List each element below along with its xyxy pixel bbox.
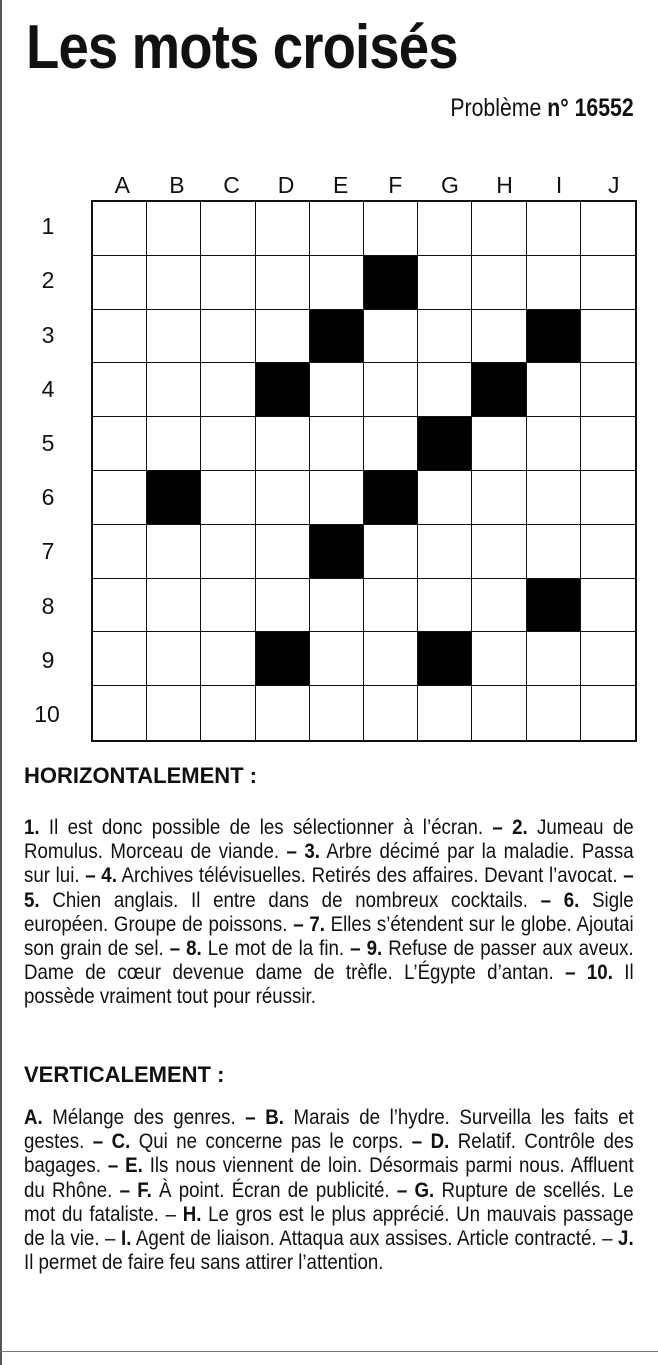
grid-cell-e6[interactable] [310, 471, 364, 525]
grid-cell-b7[interactable] [147, 525, 201, 579]
grid-cell-d1[interactable] [256, 202, 310, 256]
clue-number: I. [120, 1227, 132, 1251]
grid-cell-b9[interactable] [147, 632, 201, 686]
clue-text: Le mot de la fin. [201, 937, 345, 961]
clue-text: Agent de liaison. Attaqua aux assises. Article contracté. [131, 1227, 597, 1251]
clue-number: A. [24, 1106, 43, 1129]
clue-h-2: – 3. Arbre décimé par la maladie. Passa sur lui. [24, 840, 634, 888]
grid-cell-c8[interactable] [201, 579, 255, 633]
grid-cell-c5[interactable] [201, 417, 255, 471]
row-label-6: 6 [41, 484, 55, 511]
grid-cell-i2[interactable] [527, 256, 581, 310]
grid-cell-g10[interactable] [418, 686, 472, 740]
row-label-5: 5 [41, 429, 55, 456]
grid-cell-a8[interactable] [93, 579, 147, 633]
vertical-clues [24, 1106, 634, 1275]
problem-prefix: Problème [450, 94, 542, 122]
clue-h-9: – 10. Il possède vraiment tout pour réussir. [24, 961, 634, 1009]
grid-cell-f7[interactable] [364, 525, 418, 579]
grid-cell-b5[interactable] [147, 417, 201, 471]
clue-v-2: – C. Qui ne concerne pas le corps. [92, 1130, 404, 1154]
grid-cell-a10[interactable] [93, 686, 147, 740]
row-label-9: 9 [41, 646, 55, 673]
clue-number: J. [618, 1227, 634, 1251]
clue-v-6: – G. Rupture de scellés. Le mot du fataliste. [24, 1178, 634, 1226]
clue-number: 2. [512, 816, 528, 839]
grid-cell-j4[interactable] [581, 363, 635, 417]
clue-h-7: – 8. Le mot de la fin. [169, 937, 345, 961]
clue-number: 3. [304, 840, 320, 864]
clue-text: Chien anglais. Il entre dans de nombreux cocktails. [39, 888, 528, 912]
clue-text: Jumeau de Romulus. Morceau de viande. [24, 816, 634, 864]
grid-cell-g1[interactable] [418, 202, 472, 256]
column-label-c: C [223, 172, 240, 198]
grid-cell-j2[interactable] [581, 256, 635, 310]
grid-cell-g7[interactable] [418, 525, 472, 579]
grid-cell-i6[interactable] [527, 471, 581, 525]
grid-cell-i4[interactable] [527, 363, 581, 417]
clue-text: Rupture de scellés. Le mot du fataliste. [24, 1178, 634, 1226]
column-label-d: D [277, 172, 295, 198]
grid-cell-a1[interactable] [93, 202, 147, 256]
grid-cell-g3[interactable] [418, 310, 472, 364]
clue-v-9: – J. Il permet de faire feu sans attirer l’attention. [24, 1227, 634, 1275]
clue-text: Refuse de passer aux aveux. Dame de cœur devenue dame de trèfle. L’Égypte d’antan. [24, 937, 634, 985]
clue-text: Il permet de faire feu sans attirer l’attention. [24, 1251, 384, 1275]
clue-number: 7. [309, 912, 325, 936]
grid-cell-h10[interactable] [472, 686, 526, 740]
clue-number: G. [414, 1178, 435, 1202]
clue-v-0 [24, 1106, 236, 1129]
clue-h-1: – 2. Jumeau de Romulus. Morceau de viande. [24, 816, 634, 864]
clue-text: Archives télévisuelles. Retirés des affaires. Devant l’avocat. [116, 864, 618, 888]
black-cell-d9 [256, 632, 310, 686]
grid-cell-e10[interactable] [310, 686, 364, 740]
clue-text: Sigle européen. Groupe de poissons. [24, 888, 634, 936]
grid-cell-b10[interactable] [147, 686, 201, 740]
grid-cell-j9[interactable] [581, 632, 635, 686]
grid-cell-e8[interactable] [310, 579, 364, 633]
grid-cell-b4[interactable] [147, 363, 201, 417]
grid-cell-e1[interactable] [310, 202, 364, 256]
grid-cell-c9[interactable] [201, 632, 255, 686]
grid-cell-c7[interactable] [201, 525, 255, 579]
problem-number-label: n° 16552 [547, 94, 634, 122]
grid-cell-j5[interactable] [581, 417, 635, 471]
grid-cell-h6[interactable] [472, 471, 526, 525]
grid-cell-a6[interactable] [93, 471, 147, 525]
clue-h-6: – 7. Elles s’étendent sur le globe. Ajoutai son grain de sel. [24, 912, 634, 961]
grid-cell-d7[interactable] [256, 525, 310, 579]
grid-cell-h9[interactable] [472, 632, 526, 686]
clue-text: À point. Écran de publicité. [151, 1178, 390, 1202]
grid-cell-i9[interactable] [527, 632, 581, 686]
clue-text: Il est donc possible de les sélectionner à l’écran. [39, 816, 484, 839]
grid-cell-h2[interactable] [472, 256, 526, 310]
row-label-8: 8 [41, 592, 55, 619]
grid-cell-g2[interactable] [418, 256, 472, 310]
grid-cell-h3[interactable] [472, 310, 526, 364]
column-label-h: H [496, 172, 513, 198]
grid-cell-f10[interactable] [364, 686, 418, 740]
grid-cell-c10[interactable] [201, 686, 255, 740]
clue-h-8: – 9. Refuse de passer aux aveux. Dame de cœur devenue dame de trèfle. L’Égypte d’antan. [24, 937, 634, 985]
grid-cell-g8[interactable] [418, 579, 472, 633]
clue-text: Arbre décimé par la maladie. Passa sur lui. [24, 840, 634, 888]
clue-text: Marais de l’hydre. Surveilla les faits et gestes. [24, 1106, 634, 1154]
grid-cell-h5[interactable] [472, 417, 526, 471]
clue-number: 9. [366, 937, 383, 961]
grid-cell-f4[interactable] [364, 363, 418, 417]
clue-text: Le gros est le plus apprécié. Un mauvais passage de la vie. [24, 1202, 634, 1251]
crossword-grid [91, 200, 637, 742]
clue-number: 4. [101, 864, 117, 888]
black-cell-f6 [364, 471, 418, 525]
grid-cell-g4[interactable] [418, 363, 472, 417]
grid-cell-e9[interactable] [310, 632, 364, 686]
row-label-3: 3 [41, 321, 55, 348]
grid-cell-d8[interactable] [256, 579, 310, 633]
clue-number: 1. [24, 816, 40, 839]
grid-cell-c3[interactable] [201, 310, 255, 364]
grid-cell-a9[interactable] [93, 632, 147, 686]
grid-cell-j3[interactable] [581, 310, 635, 364]
page-border-bottom [0, 1351, 658, 1352]
column-label-g: G [440, 172, 459, 198]
grid-cell-c1[interactable] [201, 202, 255, 256]
clue-text: Ils nous viennent de loin. Désormais parmi nous. Affluent du Rhône. [24, 1154, 634, 1202]
black-cell-i3 [527, 310, 581, 364]
horizontal-heading: HORIZONTALEMENT : [24, 763, 258, 788]
page-border-left [0, 0, 2, 1365]
grid-cell-e2[interactable] [310, 256, 364, 310]
clue-number: 6. [563, 888, 580, 912]
grid-cell-i7[interactable] [527, 525, 581, 579]
black-cell-e3 [310, 310, 364, 364]
clue-number: D. [430, 1130, 450, 1154]
column-label-i: I [555, 172, 563, 198]
black-cell-h4 [472, 363, 526, 417]
grid-cell-h7[interactable] [472, 525, 526, 579]
grid-cell-i10[interactable] [527, 686, 581, 740]
clue-v-5: – F. À point. Écran de publicité. [119, 1178, 390, 1202]
clue-h-3: – 4. Archives télévisuelles. Retirés des affaires. Devant l’avocat. [85, 864, 618, 888]
row-label-7: 7 [41, 538, 55, 565]
clue-number: 8. [186, 937, 202, 961]
clue-text: Relatif. Contrôle des bagages. [24, 1130, 634, 1178]
grid-cell-f5[interactable] [364, 417, 418, 471]
column-label-f: F [388, 172, 403, 198]
column-label-j: J [607, 172, 620, 198]
grid-cell-d10[interactable] [256, 686, 310, 740]
grid-cell-f1[interactable] [364, 202, 418, 256]
black-cell-d4 [256, 363, 310, 417]
grid-cell-b2[interactable] [147, 256, 201, 310]
row-label-2: 2 [41, 267, 55, 294]
clue-text: Il possède vraiment tout pour réussir. [24, 961, 634, 1009]
grid-cell-j8[interactable] [581, 579, 635, 633]
row-label-4: 4 [41, 375, 55, 402]
clue-v-8: – I. Agent de liaison. Attaqua aux assises. Article contracté. [99, 1227, 597, 1251]
clue-v-7: – H. Le gros est le plus apprécié. Un mauvais passage de la vie. [24, 1202, 634, 1251]
grid-cell-a3[interactable] [93, 310, 147, 364]
grid-cell-d3[interactable] [256, 310, 310, 364]
problem-number [451, 94, 634, 123]
grid-cell-b3[interactable] [147, 310, 201, 364]
grid-cell-g6[interactable] [418, 471, 472, 525]
clue-number: 10. [586, 961, 613, 985]
clue-h-0 [24, 816, 483, 839]
grid-cell-f8[interactable] [364, 579, 418, 633]
grid-cell-a7[interactable] [93, 525, 147, 579]
black-cell-b6 [147, 471, 201, 525]
clue-number: B. [265, 1106, 284, 1129]
grid-cell-j7[interactable] [581, 525, 635, 579]
grid-cell-f3[interactable] [364, 310, 418, 364]
grid-cell-j10[interactable] [581, 686, 635, 740]
clue-v-4: – E. Ils nous viennent de loin. Désormais parmi nous. Affluent du Rhône. [24, 1154, 634, 1202]
grid-cell-f9[interactable] [364, 632, 418, 686]
page-title: Les mots croisés [26, 13, 458, 82]
clue-number: H. [182, 1202, 202, 1226]
clue-number: F. [137, 1178, 152, 1202]
clue-number: 5. [24, 888, 40, 912]
grid-cell-h1[interactable] [472, 202, 526, 256]
grid-cell-h8[interactable] [472, 579, 526, 633]
column-label-a: A [114, 172, 130, 198]
grid-cell-i1[interactable] [527, 202, 581, 256]
horizontal-clues [24, 816, 634, 1010]
grid-cell-c2[interactable] [201, 256, 255, 310]
row-label-10: 10 [34, 700, 60, 727]
grid-cell-d6[interactable] [256, 471, 310, 525]
grid-cell-e4[interactable] [310, 363, 364, 417]
grid-cell-i5[interactable] [527, 417, 581, 471]
column-label-e: E [333, 172, 349, 198]
grid-cell-b1[interactable] [147, 202, 201, 256]
clue-text: Elles s’étendent sur le globe. Ajoutai son grain de sel. [24, 912, 634, 961]
black-cell-f2 [364, 256, 418, 310]
black-cell-e7 [310, 525, 364, 579]
clue-h-5: – 6. Sigle européen. Groupe de poissons. [24, 888, 634, 936]
clue-number: C. [111, 1130, 131, 1154]
grid-cell-a4[interactable] [93, 363, 147, 417]
clue-text: Qui ne concerne pas le corps. [130, 1130, 404, 1154]
grid-cell-a2[interactable] [93, 256, 147, 310]
row-label-1: 1 [41, 213, 55, 240]
grid-cell-j6[interactable] [581, 471, 635, 525]
grid-cell-a5[interactable] [93, 417, 147, 471]
clue-v-1: – B. Marais de l’hydre. Surveilla les faits et gestes. [24, 1106, 634, 1154]
clue-number: E. [125, 1154, 143, 1178]
vertical-heading: VERTICALEMENT : [24, 1062, 225, 1087]
column-label-b: B [169, 172, 185, 198]
grid-cell-b8[interactable] [147, 579, 201, 633]
grid-cell-d5[interactable] [256, 417, 310, 471]
grid-cell-c6[interactable] [201, 471, 255, 525]
black-cell-g9 [418, 632, 472, 686]
grid-cell-j1[interactable] [581, 202, 635, 256]
clue-text: Mélange des genres. [42, 1106, 236, 1129]
clue-h-4: – 5. Chien anglais. Il entre dans de nombreux cocktails. [24, 864, 634, 912]
grid-cell-c4[interactable] [201, 363, 255, 417]
black-cell-g5 [418, 417, 472, 471]
grid-cell-e5[interactable] [310, 417, 364, 471]
black-cell-i8 [527, 579, 581, 633]
clue-v-3: – D. Relatif. Contrôle des bagages. [24, 1130, 634, 1178]
grid-cell-d2[interactable] [256, 256, 310, 310]
